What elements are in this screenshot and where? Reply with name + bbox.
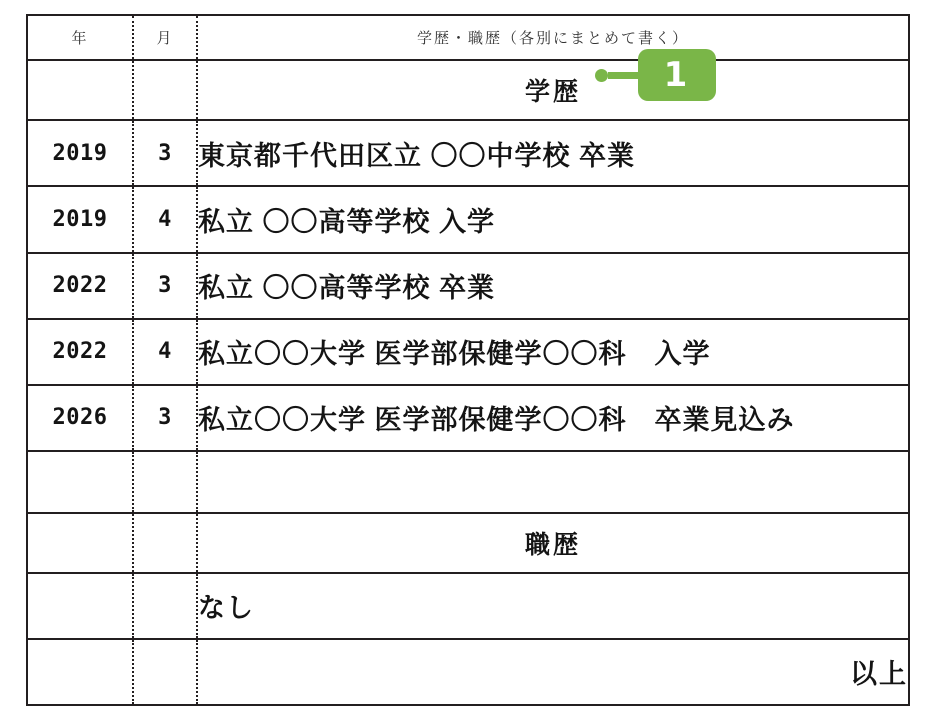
section-title-education <box>197 55 908 120</box>
table-row <box>28 319 908 385</box>
column-header-body: 学歴・職歴（各別にまとめて書く） <box>416 30 689 48</box>
cell-month: 3 <box>133 385 197 451</box>
cell-month: 3 <box>133 120 197 186</box>
table-row <box>28 60 908 120</box>
table-row <box>28 253 908 319</box>
cell-body: 私立〇〇大学 医学部保健学〇〇科 入学 <box>198 339 711 370</box>
cell-year <box>28 573 133 639</box>
table-header-row <box>28 16 908 60</box>
table-row <box>28 120 908 186</box>
cell-month: 4 <box>133 319 197 385</box>
section-title-work: 職歴 <box>524 530 581 559</box>
cell-body <box>197 451 908 513</box>
cell-month <box>133 513 197 573</box>
table-row <box>28 573 908 639</box>
cell-year: 2019 <box>28 186 133 252</box>
cell-month <box>133 573 197 639</box>
callout-marker-1 <box>595 49 716 101</box>
table-row <box>28 451 908 513</box>
cell-month: 3 <box>133 253 197 319</box>
cell-month <box>133 60 197 120</box>
table-row <box>28 513 908 573</box>
end-marker: 以上 <box>850 659 908 690</box>
cell-body: 私立 〇〇高等学校 卒業 <box>198 273 496 304</box>
cell-year <box>28 639 133 704</box>
cell-year <box>28 451 133 513</box>
cell-body: 私立〇〇大学 医学部保健学〇〇科 卒業見込み <box>198 405 795 436</box>
resume-sheet <box>26 14 910 706</box>
cell-year: 2026 <box>28 385 133 451</box>
column-header-month: 月 <box>133 16 197 60</box>
section-title-education-label: 学歴 <box>524 78 581 107</box>
callout-connector-line <box>608 72 638 79</box>
cell-body: 東京都千代田区立 〇〇中学校 卒業 <box>198 140 636 171</box>
cell-year: 2022 <box>28 253 133 319</box>
cell-year <box>28 513 133 573</box>
cell-year: 2022 <box>28 319 133 385</box>
cell-year <box>28 60 133 120</box>
cell-body: 私立 〇〇高等学校 入学 <box>198 206 496 237</box>
column-header-year: 年 <box>28 16 133 60</box>
cell-year: 2019 <box>28 120 133 186</box>
table-row <box>28 186 908 252</box>
callout-badge-number: 1 <box>638 49 716 101</box>
table-row <box>28 639 908 704</box>
cell-month <box>133 451 197 513</box>
education-work-history-table <box>28 16 908 704</box>
cell-month <box>133 639 197 704</box>
cell-month: 4 <box>133 186 197 252</box>
table-row <box>28 385 908 451</box>
cell-body: なし <box>198 593 254 624</box>
callout-dot-icon <box>595 69 608 82</box>
